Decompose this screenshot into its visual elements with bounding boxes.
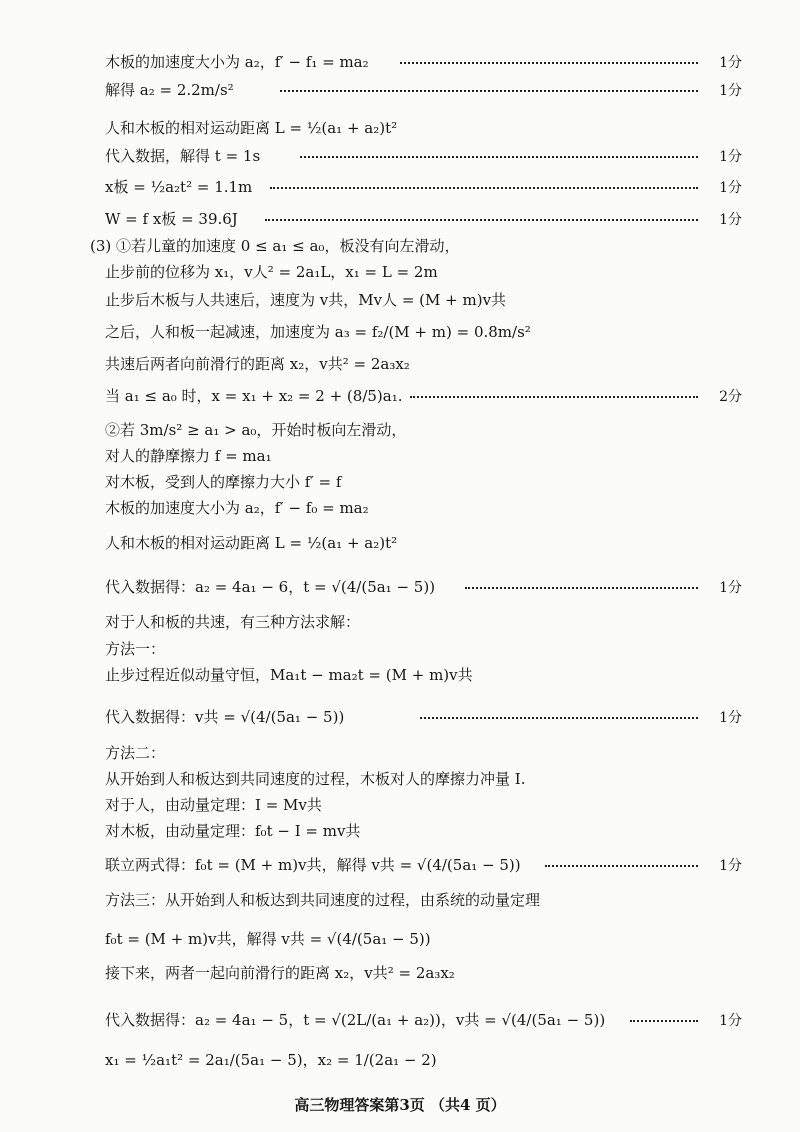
line-4: x板 = ½a₂t² = 1.1m — [105, 178, 253, 196]
line-5: W = f x板 = 39.6J — [105, 210, 238, 228]
line-10: 共速后两者向前滑行的距离 x₂，v共² = 2a₃x₂ — [105, 355, 410, 373]
score-mark: 2分 — [719, 389, 742, 405]
line-9: 之后，人和板一起减速，加速度为 a₃ = f₂/(M + m) = 0.8m/s² — [105, 323, 531, 341]
dot-leader — [420, 717, 698, 719]
dot-leader — [465, 587, 698, 589]
dot-leader — [300, 156, 698, 158]
dot-leader — [280, 90, 698, 92]
score-mark: 1分 — [719, 55, 742, 71]
line-8: 止步后木板与人共速后，速度为 v共，Mv人 = (M + m)v共 — [105, 291, 507, 309]
line-7: 止步前的位移为 x₁，v人² = 2a₁L，x₁ = L = 2m — [105, 263, 438, 281]
line-1: 解得 a₂ = 2.2m/s² — [105, 81, 234, 99]
line-26: 联立两式得：f₀t = (M + m)v共，解得 v共 = √(4/(5a₁ − 5)) — [105, 856, 521, 874]
dot-leader — [400, 62, 698, 64]
score-mark: 1分 — [719, 710, 742, 726]
dot-leader — [265, 219, 698, 221]
line-2: 人和木板的相对运动距离 L = ½(a₁ + a₂)t² — [105, 119, 398, 137]
score-mark: 1分 — [719, 212, 742, 228]
line-17: 代入数据得：a₂ = 4a₁ − 6，t = √(4/(5a₁ − 5)) — [105, 578, 436, 596]
line-29: 接下来，两者一起向前滑行的距离 x₂，v共² = 2a₃x₂ — [105, 964, 455, 982]
score-mark: 1分 — [719, 83, 742, 99]
line-19: 方法一： — [105, 640, 166, 658]
line-0: 木板的加速度大小为 a₂，f′ − f₁ = ma₂ — [105, 53, 369, 71]
line-3: 代入数据，解得 t = 1s — [105, 147, 261, 165]
line-12: ②若 3m/s² ≥ a₁ > a₀，开始时板向左滑动， — [105, 421, 407, 439]
score-mark: 1分 — [719, 149, 742, 165]
line-28: f₀t = (M + m)v共，解得 v共 = √(4/(5a₁ − 5)) — [105, 930, 431, 948]
line-16: 人和木板的相对运动距离 L = ½(a₁ + a₂)t² — [105, 534, 398, 552]
line-25: 对木板，由动量定理：f₀t − I = mv共 — [105, 822, 361, 840]
line-14: 对木板，受到人的摩擦力大小 f′ = f — [105, 473, 342, 491]
score-mark: 1分 — [719, 180, 742, 196]
line-23: 从开始到人和板达到共同速度的过程，木板对人的摩擦力冲量 I. — [105, 770, 526, 788]
line-22: 方法二： — [105, 744, 166, 762]
score-mark: 1分 — [719, 858, 742, 874]
line-21: 代入数据得：v共 = √(4/(5a₁ − 5)) — [105, 708, 345, 726]
score-mark: 1分 — [719, 580, 742, 596]
line-24: 对于人，由动量定理：I = Mv共 — [105, 796, 322, 814]
line-6: (3) ①若儿童的加速度 0 ≤ a₁ ≤ a₀，板没有向左滑动， — [90, 237, 460, 255]
line-18: 对于人和板的共速，有三种方法求解： — [105, 613, 361, 631]
line-20: 止步过程近似动量守恒，Ma₁t − ma₂t = (M + m)v共 — [105, 666, 473, 684]
dot-leader — [630, 1020, 698, 1022]
dot-leader — [410, 396, 698, 398]
dot-leader — [545, 865, 698, 867]
dot-leader — [270, 187, 698, 189]
line-11: 当 a₁ ≤ a₀ 时，x = x₁ + x₂ = 2 + (8/5)a₁. — [105, 387, 403, 405]
line-31: x₁ = ½a₁t² = 2a₁/(5a₁ − 5)，x₂ = 1/(2a₁ − 2) — [105, 1051, 437, 1069]
line-15: 木板的加速度大小为 a₂，f′ − f₀ = ma₂ — [105, 499, 369, 517]
line-30: 代入数据得：a₂ = 4a₁ − 5，t = √(2L/(a₁ + a₂))，v共 = √(4/(5a₁ − 5)) — [105, 1011, 606, 1029]
page-footer: 高三物理答案第3页 （共4 页） — [294, 1096, 506, 1114]
line-27: 方法三：从开始到人和板达到共同速度的过程，由系统的动量定理 — [105, 891, 541, 909]
line-13: 对人的静摩擦力 f = ma₁ — [105, 447, 272, 465]
score-mark: 1分 — [719, 1013, 742, 1029]
